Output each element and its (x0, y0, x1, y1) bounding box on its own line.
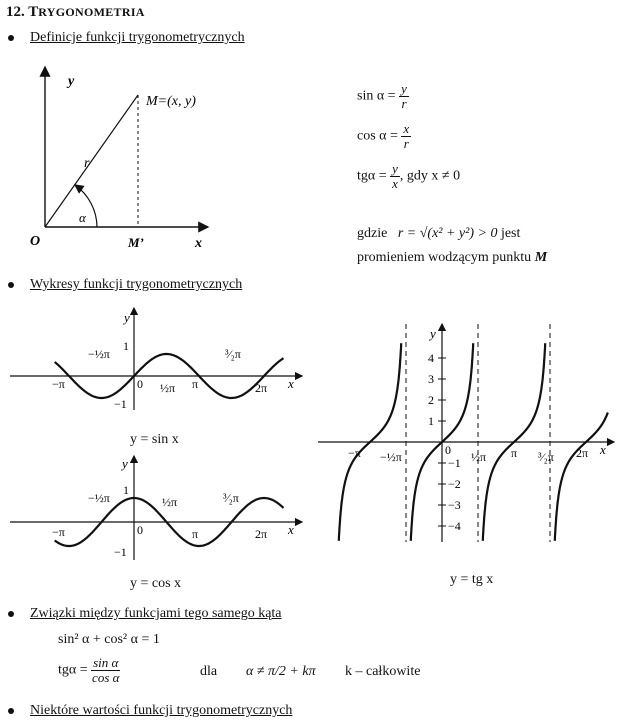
svg-text:½π: ½π (160, 381, 176, 395)
svg-text:³⁄₂π: ³⁄₂π (225, 347, 241, 361)
tg-tick-label: 2 (428, 393, 434, 407)
svg-text:½π: ½π (471, 450, 487, 464)
svg-text:1: 1 (123, 339, 129, 353)
svg-text:0: 0 (137, 523, 143, 537)
bullet-icon (8, 282, 14, 288)
tg-caption: y = tg x (450, 572, 494, 587)
svg-text:−½π: −½π (380, 450, 402, 464)
radius-line (45, 95, 138, 227)
svg-text:2π: 2π (255, 527, 268, 541)
tg-definition: tgα = $\frac{y}{x}$ , gdy x ≠ 0 (357, 161, 461, 191)
cos-caption: y = cos x (130, 576, 182, 591)
svg-text:π: π (192, 527, 199, 541)
section-graphs: Wykresy funkcji trygonometrycznych (8, 277, 242, 293)
svg-text:y: y (122, 456, 128, 471)
sin-definition: sin α = $\frac{y}{r}$ (357, 81, 407, 111)
svg-text:−π: −π (348, 446, 361, 460)
svg-text:−π: −π (52, 525, 65, 539)
svg-text:³⁄₂π: ³⁄₂π (223, 491, 239, 505)
section-definitions: Definicje funkcji trygonometrycznych (8, 30, 245, 46)
svg-text:x: x (288, 522, 294, 537)
svg-text:x: x (288, 376, 294, 391)
sin-caption: y = sin x (130, 432, 179, 447)
section-relations: Związki między funkcjami tego samego kąta (8, 606, 282, 622)
svg-text:0: 0 (137, 377, 143, 391)
svg-text:x: x (600, 442, 606, 457)
tg-tick-label: −1 (448, 456, 461, 470)
k-note: k – całkowite (345, 664, 421, 679)
tg-tick-label: 3 (428, 372, 434, 386)
pythagorean-identity: sin² α + cos² α = 1 (58, 632, 160, 647)
bullet-icon (8, 708, 14, 714)
section-values: Niektóre wartości funkcji trygonometrycznych (8, 703, 292, 719)
tg-tick-label: −3 (448, 498, 461, 512)
y-label: y (68, 74, 75, 89)
definition-figure (0, 55, 230, 255)
tg-relation-dla: dla (200, 664, 218, 679)
point-label: M=(x, y) (146, 94, 196, 109)
angle-label: α (79, 210, 86, 225)
tg-branch (555, 413, 608, 541)
svg-text:1: 1 (123, 483, 129, 497)
svg-text:2π: 2π (576, 446, 589, 460)
x-label: x (195, 236, 202, 251)
tg-relation: tgα = $\frac{\text{sin α}}{\text{cos α}}$ (58, 655, 120, 685)
tg-graph (318, 318, 620, 546)
svg-text:−1: −1 (114, 397, 127, 411)
sin-graph (10, 300, 310, 450)
radius-label: r (84, 156, 90, 171)
radius-definition: gdzie r = √(x² + y²) > 0 jest (357, 226, 521, 241)
svg-text:π: π (511, 446, 518, 460)
svg-text:2π: 2π (255, 381, 268, 395)
svg-text:y: y (430, 326, 436, 341)
projection-label: M’ (128, 235, 144, 250)
svg-text:³⁄₂π: ³⁄₂π (538, 450, 554, 464)
bullet-icon (8, 611, 14, 617)
tg-tick-label: 1 (428, 414, 434, 428)
bullet-icon (8, 35, 14, 41)
tg-tick-label: 4 (428, 351, 434, 365)
tg-relation-condition: α ≠ π/2 + kπ (246, 664, 316, 679)
svg-text:½π: ½π (162, 495, 178, 509)
radius-description: promieniem wodzącym punktu M (357, 250, 548, 265)
tg-tick-label: −4 (448, 519, 461, 533)
svg-text:−½π: −½π (88, 491, 110, 505)
svg-text:y: y (124, 310, 130, 325)
cos-graph (10, 452, 310, 572)
svg-text:−1: −1 (114, 545, 127, 559)
cos-definition: cos α = $\frac{x}{r}$ (357, 121, 410, 151)
tg-tick-label: −2 (448, 477, 461, 491)
svg-text:−π: −π (52, 377, 65, 391)
page-title: 12. TRYGONOMETRIA (6, 4, 145, 20)
svg-text:π: π (192, 377, 199, 391)
svg-text:−½π: −½π (88, 347, 110, 361)
svg-text:0: 0 (445, 443, 451, 457)
origin-label: O (30, 234, 41, 249)
